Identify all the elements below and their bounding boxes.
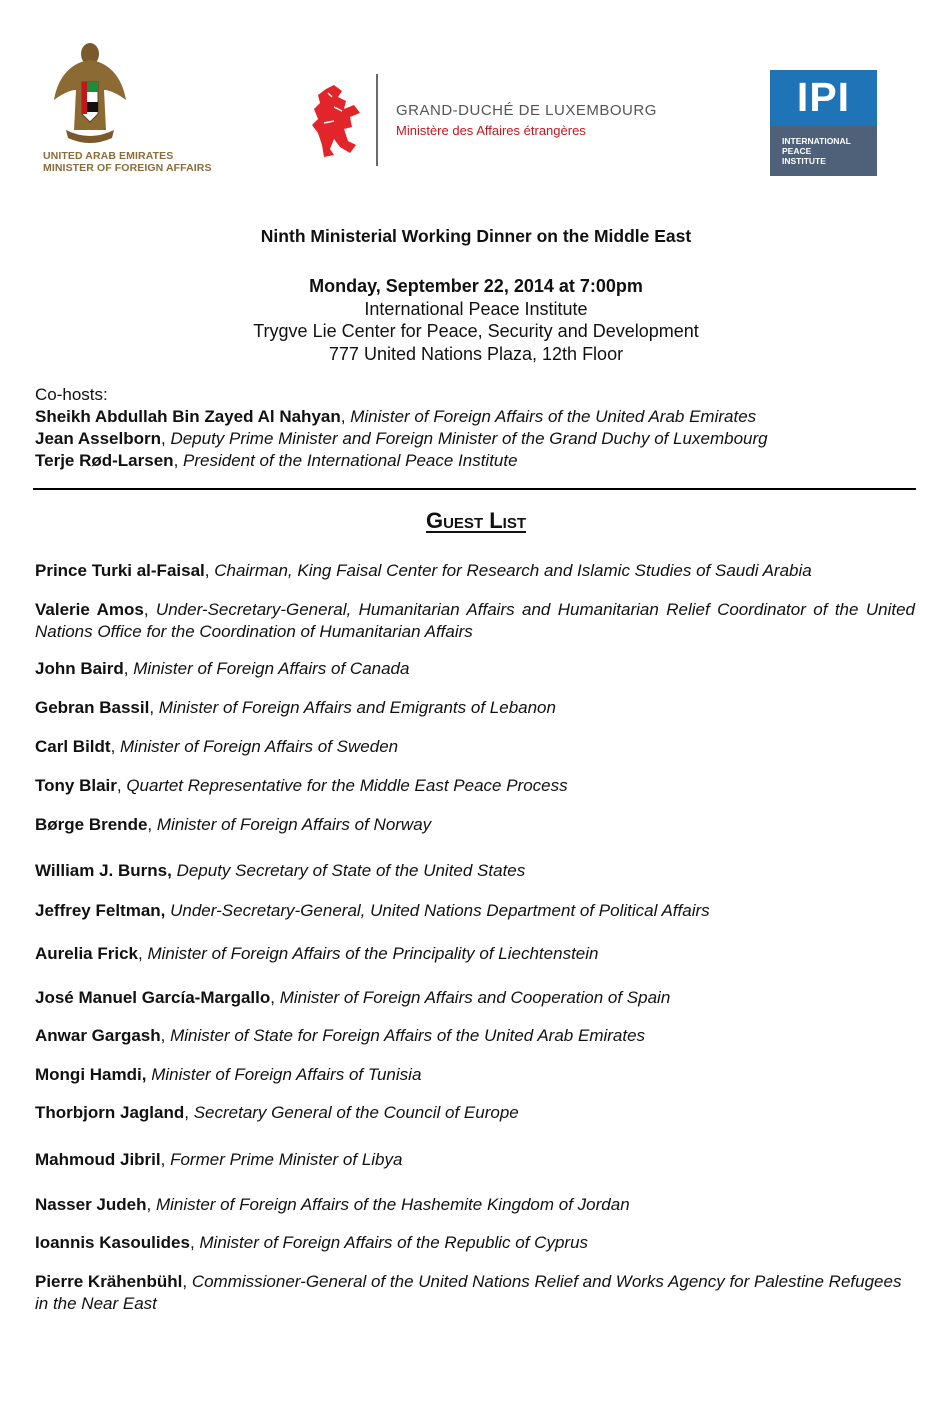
guest-entry: Prince Turki al-Faisal, Chairman, King Faisal Center for Research and Islamic Studies of Saudi Arabia bbox=[35, 561, 812, 580]
guest-entry: Anwar Gargash, Minister of State for Foreign Affairs of the United Arab Emirates bbox=[35, 1026, 646, 1045]
guest-entry: Mahmoud Jibril, Former Prime Minister of Libya bbox=[35, 1150, 403, 1169]
guest-entry: Carl Bildt, Minister of Foreign Affairs of Sweden bbox=[35, 737, 399, 756]
luxembourg-title: GRAND-DUCHÉ DE LUXEMBOURG bbox=[396, 102, 657, 119]
cohost-item: Jean Asselborn, Deputy Prime Minister and Foreign Minister of the Grand Duchy of Luxembourg bbox=[35, 429, 768, 448]
cohost-item: Terje Rød-Larsen, President of the International Peace Institute bbox=[35, 451, 518, 470]
uae-logo-text: UNITED ARAB EMIRATES MINISTER OF FOREIGN AFFAIRS bbox=[43, 150, 212, 174]
guest-entry: Valerie Amos, Under-Secretary-General, Humanitarian Affairs and Humanitarian Relief Coordinator of the United Nations Office for the Coordination of Humanitarian Affairs bbox=[35, 600, 915, 641]
guest-entry: Nasser Judeh, Minister of Foreign Affairs of the Hashemite Kingdom of Jordan bbox=[35, 1195, 630, 1214]
luxembourg-subtitle: Ministère des Affaires étrangères bbox=[396, 123, 586, 138]
cohosts-label: Co-hosts: bbox=[35, 385, 108, 404]
uae-falcon-emblem-icon bbox=[52, 38, 128, 148]
guest-entry: Børge Brende, Minister of Foreign Affairs of Norway bbox=[35, 815, 432, 834]
guest-entry: Jeffrey Feltman, Under-Secretary-General, United Nations Department of Political Affairs bbox=[35, 901, 710, 920]
ipi-letters: IPI bbox=[796, 74, 851, 120]
guest-entry: José Manuel García-Margallo, Minister of Foreign Affairs and Cooperation of Spain bbox=[35, 988, 671, 1007]
guest-entry: William J. Burns, Deputy Secretary of State of the United States bbox=[35, 861, 526, 880]
event-date: Monday, September 22, 2014 at 7:00pm bbox=[309, 276, 643, 296]
event-details bbox=[0, 275, 952, 365]
logo-divider bbox=[376, 74, 378, 166]
event-center: Trygve Lie Center for Peace, Security and Development bbox=[253, 321, 699, 341]
guest-list-heading: Guest List bbox=[425, 508, 526, 533]
event-venue: International Peace Institute bbox=[364, 298, 588, 319]
guest-entry: Ioannis Kasoulides, Minister of Foreign Affairs of the Republic of Cyprus bbox=[35, 1233, 589, 1252]
ipi-logo-top bbox=[770, 70, 877, 126]
horizontal-divider bbox=[33, 488, 916, 490]
ipi-logo bbox=[770, 70, 877, 176]
event-address: 777 United Nations Plaza, 12th Floor bbox=[328, 343, 624, 364]
cohosts-section bbox=[35, 384, 768, 472]
ipi-name: INTERNATIONAL PEACE INSTITUTE bbox=[782, 136, 851, 166]
guest-entry: Thorbjorn Jagland, Secretary General of the Council of Europe bbox=[35, 1103, 519, 1122]
guest-entry: Mongi Hamdi, Minister of Foreign Affairs of Tunisia bbox=[35, 1065, 422, 1084]
guest-entry: Aurelia Frick, Minister of Foreign Affairs of the Principality of Liechtenstein bbox=[35, 944, 599, 963]
cohost-item: Sheikh Abdullah Bin Zayed Al Nahyan, Minister of Foreign Affairs of the United Arab Emirates bbox=[35, 407, 757, 426]
guest-entry: Pierre Krähenbühl, Commissioner-General of the United Nations Relief and Works Agency for Palestine Refugees in the Near East bbox=[35, 1272, 902, 1313]
red-lion-icon bbox=[304, 83, 364, 158]
guest-entry: John Baird, Minister of Foreign Affairs of Canada bbox=[35, 659, 410, 678]
luxembourg-ministry-logo bbox=[300, 70, 657, 165]
event-title: Ninth Ministerial Working Dinner on the Middle East bbox=[260, 226, 692, 246]
uae-ministry-logo bbox=[40, 38, 230, 183]
guest-entry: Gebran Bassil, Minister of Foreign Affairs and Emigrants of Lebanon bbox=[35, 698, 556, 717]
guest-entry: Tony Blair, Quartet Representative for the Middle East Peace Process bbox=[35, 776, 568, 795]
